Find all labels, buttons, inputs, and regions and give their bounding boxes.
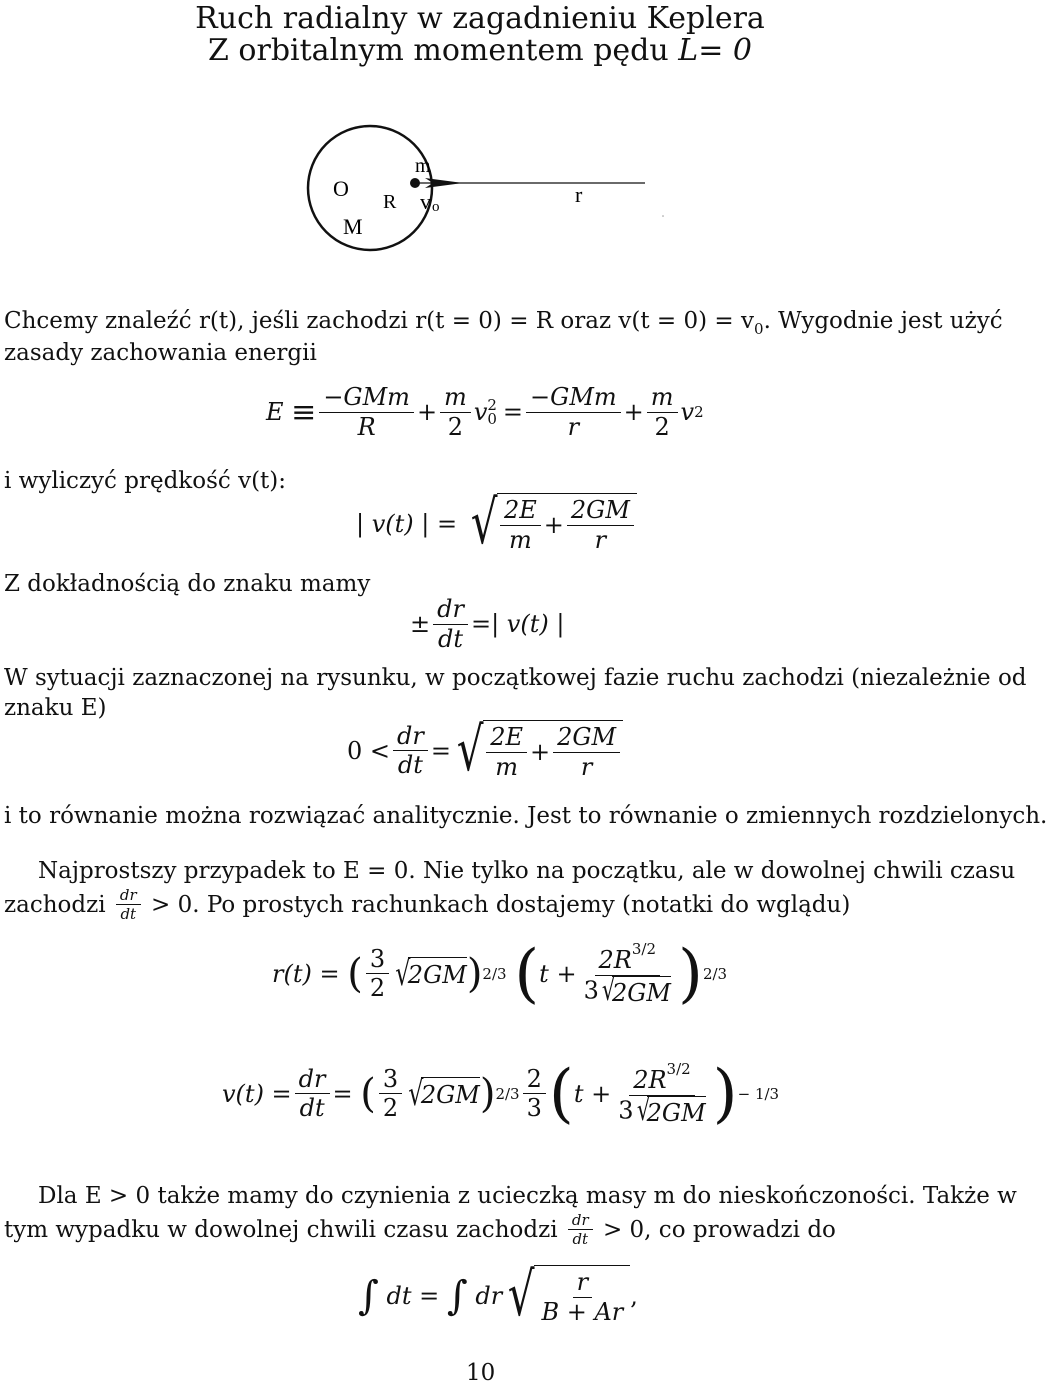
velocity-equation: | v(t) | = √ $\frac{2E}{m}$ + $\frac{2GM}{r}$ <box>356 493 637 555</box>
paragraph-simplest: Najprostszy przypadek to E = 0. Nie tylko na początku, ale w dowolnej chwili czasu <box>38 858 1016 884</box>
position-equation: r(t) = ( $\frac{3}{2}$ √ 2GM ) 2/3 ( t + $2R^{3/2}$ 3 √ 2GM ) 2/3 <box>272 936 728 1011</box>
label-M: M <box>343 214 363 239</box>
paragraph-analytic: i to równanie można rozwiązać analitycznie. Jest to równanie o zmiennych rozdzielonych. <box>4 803 1047 829</box>
paragraph-positive-energy: Dla E > 0 także mamy do czynienia z ucieczką masy m do nieskończoności. Także w <box>38 1183 1017 1209</box>
paragraph-simplest-line2: zachodzi $\frac{dr}{dt}$ > 0. Po prostych rachunkach dostajemy (notatki do wglądu) <box>4 886 851 923</box>
sign-equation: ± $\frac{dr}{dt}$ =| v(t) | <box>410 595 565 653</box>
label-v-sub: o <box>432 199 440 215</box>
paragraph-intro: Chcemy znaleźć r(t), jeśli zachodzi r(t = 0) = R oraz $v(t = 0) = v_0$. Wygodnie jest użyć <box>4 308 1003 338</box>
paragraph-situation-line2: znaku E) <box>4 695 107 721</box>
planet-circle <box>308 126 432 250</box>
orbit-diagram <box>285 120 705 260</box>
label-O: O <box>333 176 349 201</box>
inequality-equation: 0 < $\frac{dr}{dt}$ = √ $\frac{2E}{m}$ + $\frac{2GM}{r}$ <box>347 720 623 782</box>
paragraph-situation: W sytuacji zaznaczonej na rysunku, w początkowej fazie ruchu zachodzi (niezależnie od <box>4 665 1027 691</box>
page-title: Ruch radialny w zagadnieniu Keplera <box>195 1 765 36</box>
paragraph-intro-line2: zasady zachowania energii <box>4 340 317 366</box>
label-velocity: i wyliczyć prędkość v(t): <box>4 468 287 494</box>
integral-equation: ∫ dt = ∫ dr √ $\frac{r}{B + Ar}$ , <box>358 1260 638 1330</box>
velocity-time-equation: v(t) = $\frac{dr}{dt}$ = ( $\frac{3}{2}$ √ 2GM ) 2/3 $\frac{2}{3}$ ( t + $2R^{3/2}$ 3 √ 2GM ) − 1/3 <box>222 1056 780 1131</box>
label-sign: Z dokładnością do znaku mamy <box>4 571 371 597</box>
page-subtitle: Z orbitalnym momentem pędu L= 0 <box>208 33 752 68</box>
energy-equation: E ≡ $\frac{\text{−GMm}}{R}$ + $\frac{m}{2}$ v 2 0 = $\frac{\text{−GMm}}{r}$ + $\frac{m}{2}$ v 2 <box>266 383 704 441</box>
label-v: v <box>420 189 431 214</box>
label-m: m <box>415 155 431 177</box>
label-R: R <box>383 191 397 213</box>
label-r: r <box>575 182 583 207</box>
page-number: 10 <box>466 1360 496 1386</box>
paragraph-positive-energy-line2: tym wypadku w dowolnej chwili czasu zachodzi $\frac{dr}{dt}$ > 0, co prowadzi do <box>4 1211 836 1248</box>
